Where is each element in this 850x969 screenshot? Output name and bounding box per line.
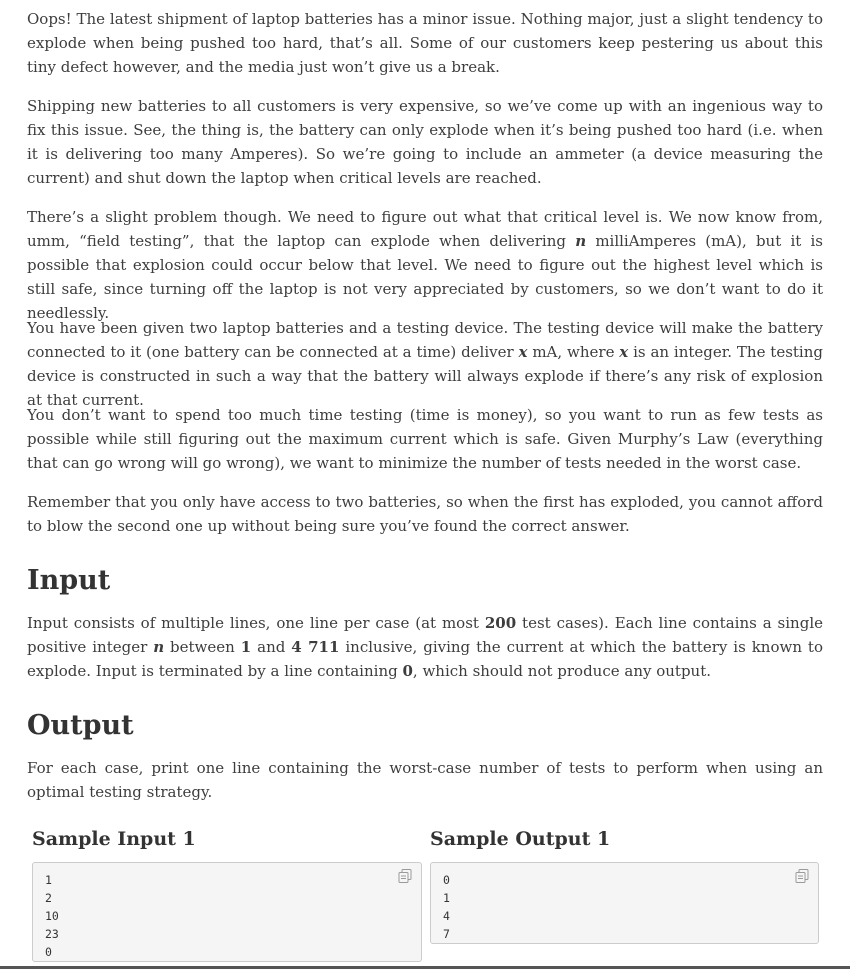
sample-output-lines bbox=[431, 863, 818, 943]
num-0: 0 bbox=[402, 662, 413, 680]
var-x: x bbox=[518, 343, 528, 361]
sample-input-section bbox=[27, 823, 423, 959]
text-span: milliAmperes (mA), but it is possible that explosion could occur below that level. We need to figure out the highest level which is still safe, since turning off the laptop is not very appreciated by customers, so we don’t want to do it needlessly. bbox=[27, 232, 823, 322]
sample-line: 0 bbox=[45, 945, 52, 959]
sample-input-lines bbox=[33, 863, 421, 961]
text-span: Input consists of multiple lines, one line per case (at most bbox=[27, 614, 485, 632]
copy-icon[interactable] bbox=[794, 868, 810, 884]
statement-paragraph-2: Shipping new batteries to all customers is very expensive, so we’ve come up with an ingenious way to fix this issue. See, the thing is, the battery can only explode when it’s being pushed too hard (i.e. when it is delivering too many Amperes). So we’re going to include an ammeter (a device measuring the current) and shut down the laptop when critical levels are reached. bbox=[27, 97, 823, 187]
sample-line: 2 bbox=[45, 891, 52, 905]
text-span: inclusive, giving the current at which the battery is known to explode. Input is terminated by a line containing bbox=[27, 638, 823, 680]
sample-input-title: Sample Input 1 bbox=[32, 828, 196, 850]
text-span: test cases). Each line contains a single positive integer bbox=[27, 614, 823, 656]
var-n: n bbox=[153, 638, 165, 656]
sample-output-title: Sample Output 1 bbox=[430, 828, 611, 850]
text-span: and bbox=[251, 638, 292, 656]
statement-paragraph-5: You don’t want to spend too much time testing (time is money), so you want to run as few tests as possible while still figuring out the maximum current which is safe. Given Murphy’s Law (everything that can go wrong will go wrong), we want to minimize the number of tests needed in the worst case. bbox=[27, 406, 823, 472]
sample-line: 7 bbox=[443, 927, 450, 941]
text-span: There’s a slight problem though. We need to figure out what that critical level is. We now know from, umm, “field testing”, that the laptop can explode when delivering bbox=[27, 208, 823, 250]
sample-line: 10 bbox=[45, 909, 59, 923]
sample-line: 1 bbox=[45, 873, 52, 887]
statement-paragraph-6: Remember that you only have access to two batteries, so when the first has exploded, you cannot afford to blow the second one up without being sure you’ve found the correct answer. bbox=[27, 493, 823, 535]
sample-line: 23 bbox=[45, 927, 59, 941]
output-description: For each case, print one line containing the worst-case number of tests to perform when using an optimal testing strategy. bbox=[27, 759, 823, 801]
output-heading: Output bbox=[27, 710, 134, 741]
sample-line: 0 bbox=[443, 873, 450, 887]
text-span: between bbox=[164, 638, 241, 656]
statement-paragraph-1: Oops! The latest shipment of laptop batteries has a minor issue. Nothing major, just a slight tendency to explode when being pushed too hard, that’s all. Some of our customers keep pestering us about this tiny defect however, and the media just won’t give us a break. bbox=[27, 10, 823, 76]
num-200: 200 bbox=[484, 614, 517, 632]
text-span: You have been given two laptop batteries and a testing device. The testing device will make the battery connected to it (one battery can be connected at a time) deliver bbox=[27, 319, 823, 361]
var-x: x bbox=[619, 343, 629, 361]
text-span: is an integer. The testing device is constructed in such a way that the battery will always explode if there’s any risk of explosion at that current. bbox=[27, 343, 823, 409]
num-1: 1 bbox=[240, 638, 252, 656]
input-heading: Input bbox=[27, 565, 111, 596]
statement-paragraph-4 bbox=[27, 316, 823, 412]
sample-line: 1 bbox=[443, 891, 450, 905]
input-description bbox=[27, 611, 823, 683]
sample-line: 4 bbox=[443, 909, 450, 923]
sample-output-section bbox=[425, 823, 821, 941]
sample-input-box[interactable] bbox=[32, 862, 422, 962]
sample-output-box[interactable] bbox=[430, 862, 819, 944]
var-n: n bbox=[575, 232, 587, 250]
text-span: , which should not produce any output. bbox=[412, 662, 712, 680]
num-4711: 4 711 bbox=[291, 638, 340, 656]
text-span: mA, where bbox=[527, 343, 620, 361]
copy-icon[interactable] bbox=[397, 868, 413, 884]
statement-paragraph-3 bbox=[27, 205, 823, 325]
